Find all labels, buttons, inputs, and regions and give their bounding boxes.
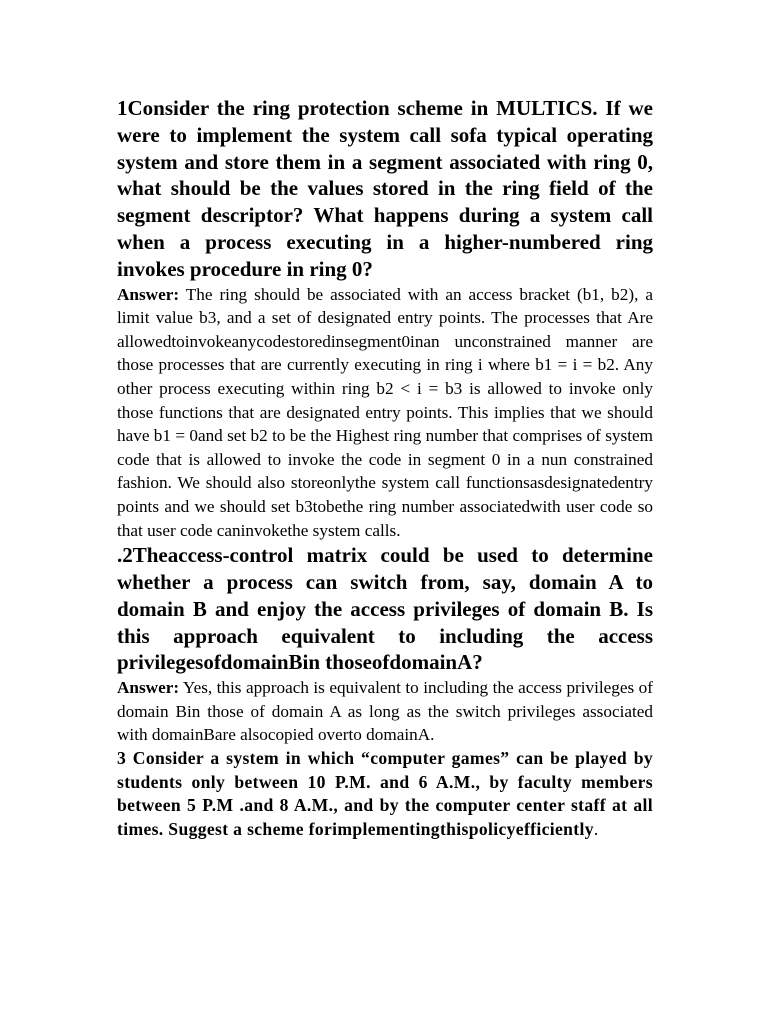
answer-label: Answer: xyxy=(117,284,180,304)
question-3-text: 3 Consider a system in which “computer games” can be played by students only between 10 P.M. and 6 A.M., by faculty members between 5 P.M .and 8 A.M., and by the computer center staff at all times. Suggest a scheme forimplementingthispolicyefficiently xyxy=(117,747,653,840)
document-page xyxy=(117,95,653,842)
question-3-end: . xyxy=(593,819,599,840)
answer-1 xyxy=(117,283,653,543)
question-3 xyxy=(117,747,653,842)
answer-1-text: The ring should be associated with an access bracket (b1, b2), a limit value b3, and a set of designated entry points. The processes that Are allowedtoinvokeanycodestoredinsegment0inan unconstrained manner are those processes that are currently executing in ring i where b1 = i = b2. Any other process executing within ring b2 < i = b3 is allowed to invoke only those functions that are designated entry points. This implies that we should have b1 = 0and set b2 to be the Highest ring number that comprises of system code that is allowed to invoke the code in segment 0 in a nun constrained fashion. We should also storeonlythe system call functionsasdesignatedentry points and we should set b3tobethe ring number associatedwith user code so that user code caninvokethe system calls. xyxy=(117,284,653,540)
question-2: .2Theaccess-control matrix could be used to determine whether a process can switch from, say, domain A to domain B and enjoy the access privileges of domain B. Is this approach equivalent to including the access privilegesofdomainBin thoseofdomainA? xyxy=(117,543,653,675)
answer-2 xyxy=(117,676,653,747)
answer-2-text: Yes, this approach is equivalent to including the access privileges of domain Bin those of domain A as long as the switch privileges associated with domainBare alsocopied overto domainA. xyxy=(117,678,653,745)
question-1: 1Consider the ring protection scheme in MULTICS. If we were to implement the system call sofa typical operating system and store them in a segment associated with ring 0, what should be the values stored in the ring field of the segment descriptor? What happens during a system call when a process executing in a higher-numbered ring invokes procedure in ring 0? xyxy=(117,96,653,281)
answer-label: Answer: xyxy=(117,678,180,698)
